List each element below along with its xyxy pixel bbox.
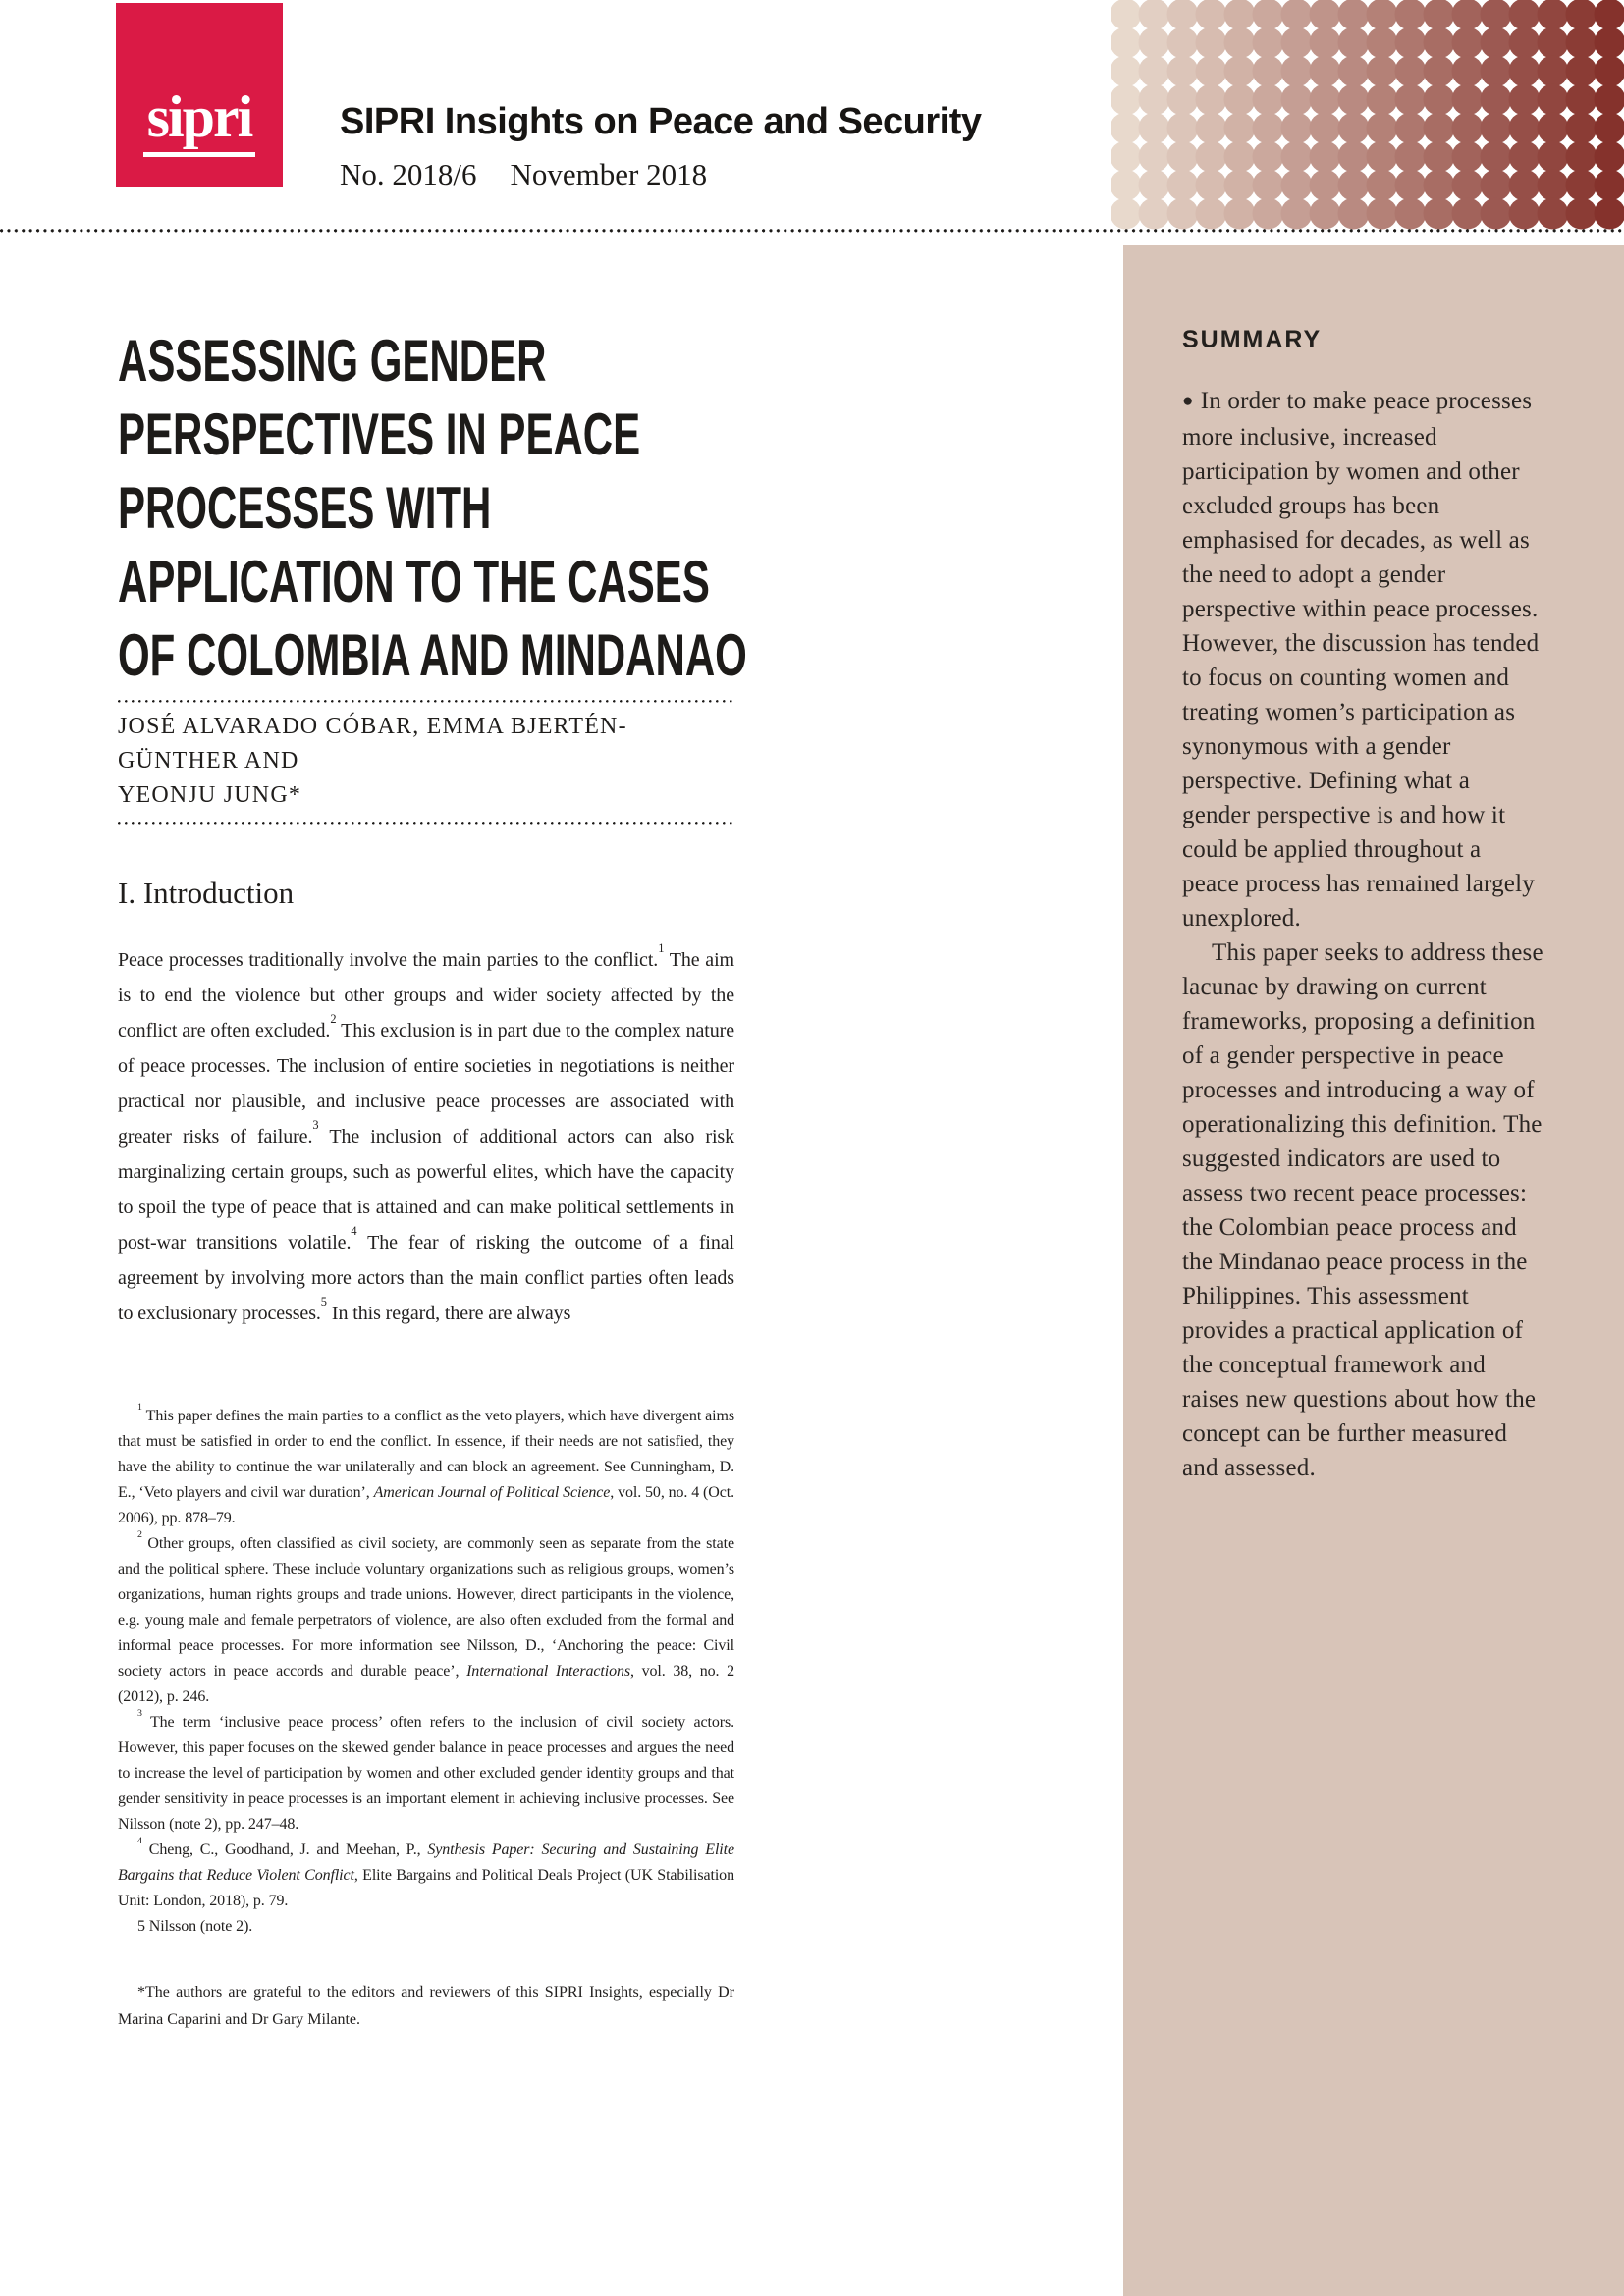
footnote-2: $^2$ Other groups, often classified as civil society, are commonly seen as separate from the state and the political sphere. These include voluntary organizations such as religious groups, women’s organizations, human rights groups and trade unions. However, direct participants in the violence, e.g. young male and female perpetrators of violence, are also often excluded from the formal and informal peace processes. For more information see Nilsson, D., ‘Anchoring the peace: Civil society actors in peace accords and durable peace’, International Interactions, vol. 38, no. 2 (2012), p. 246. <box>118 1528 734 1705</box>
byline: JOSÉ ALVARADO CÓBAR, EMMA BJERTÉN-GÜNTHER AND YEONJU JUNG* <box>118 714 627 808</box>
summary-text <box>1182 384 1543 1485</box>
summary-paragraph-1-text: In order to make peace processes more inclusive, increased participation by women and other excluded groups has been emphasised for decades, as well as the need to adopt a gender perspective within peace processes. However, the discussion has tended to focus on counting women and treating women’s participation as synonymous with a gender perspective. Defining what a gender perspective is and how it could be applied throughout a peace process has remained largely unexplored. <box>1182 388 1540 932</box>
series-title: SIPRI Insights on Peace and Security <box>340 101 982 142</box>
footnotes <box>118 1401 734 1940</box>
summary-paragraph-2: This paper seeks to address these lacunae by drawing on current frameworks, proposing a definition of a gender perspective in peace processes and introducing a way of operationalizing this definition. The suggested indicators are used to assess two recent peace processes: the Colombian peace process and the Mindanao peace process in the Philippines. This assessment provides a practical application of the conceptual framework and raises new questions about how the concept can be further measured and assessed. <box>1182 939 1543 1481</box>
issue-date: November 2018 <box>510 157 708 191</box>
issue-line <box>340 157 707 192</box>
summary-heading: SUMMARY <box>1182 326 1323 353</box>
summary-panel <box>1123 245 1624 2296</box>
sipri-logo-wordmark: sipri <box>143 87 256 157</box>
main-column <box>118 324 747 2050</box>
footnote-4: $^4$ Cheng, C., Goodhand, J. and Meehan, P., Synthesis Paper: Securing and Sustaining Elite Bargains that Reduce Violent Conflict, Elite Bargains and Political Deals Project (UK Stabilisation Unit: London, 2018), p. 79. <box>118 1835 734 1909</box>
sipri-logo <box>116 3 283 187</box>
summary-paragraph-1 <box>1182 384 1543 935</box>
acknowledgment: *The authors are grateful to the editors and reviewers of this SIPRI Insights, especially Dr Marina Caparini and Dr Gary Milante. <box>118 1984 734 2028</box>
footnote-1: $^1$ This paper defines the main parties to a conflict as the veto players, which have divergent aims that must be satisfied in order to end the conflict. In essence, if their needs are not satisfied, they have the ability to continue the war unilaterally and can block an agreement. See Cunningham, D. E., ‘Veto players and civil war duration’, American Journal of Political Science, vol. 50, no. 4 (Oct. 2006), pp. 878–79. <box>118 1401 734 1526</box>
issue-number: No. 2018/6 <box>340 157 477 191</box>
intro-paragraph: Peace processes traditionally involve the main parties to the conflict.$^1$ The aim is to end the violence but other groups and wider society affected by the conflict are often excluded.$^2$ This exclusion is in part due to the complex nature of peace processes. The inclusion of entire societies in negotiations is neither practical nor plausible, and inclusive peace processes are associated with greater risks of failure.$^3$ The inclusion of additional actors can also risk marginalizing certain groups, such as powerful elites, which have the capacity to spoil the type of peace that is attained and can make political settlements in post-war transitions volatile.$^4$ The fear of risking the outcome of a final agreement by involving more actors than the main conflict parties often leads to exclusionary processes.$^5$ In this regard, there are always <box>118 941 735 1324</box>
header-dotted-rule <box>0 229 1624 233</box>
bullet-icon: ● <box>1182 391 1194 411</box>
footnote-3: $^3$ The term ‘inclusive peace process’ often refers to the inclusion of civil society actors. However, this paper focuses on the skewed gender balance in peace processes and argues the need to increase the level of participation by women and other excluded gender identity groups and that gender sensitivity in peace processes is an important element in achieving inclusive processes. See Nilsson (note 2), pp. 247–48. <box>118 1707 734 1833</box>
article-title: ASSESSING GENDER PERSPECTIVES IN PEACE PROCESSES WITH APPLICATION TO THE CASES OF COLOMBIA AND MINDANAO <box>118 328 747 688</box>
section-heading: I. Introduction <box>118 876 295 910</box>
byline-dotted-rule-bottom <box>118 822 734 825</box>
decorative-dot-pattern <box>1111 0 1624 230</box>
footnote-5: 5 Nilsson (note 2). <box>137 1918 253 1935</box>
